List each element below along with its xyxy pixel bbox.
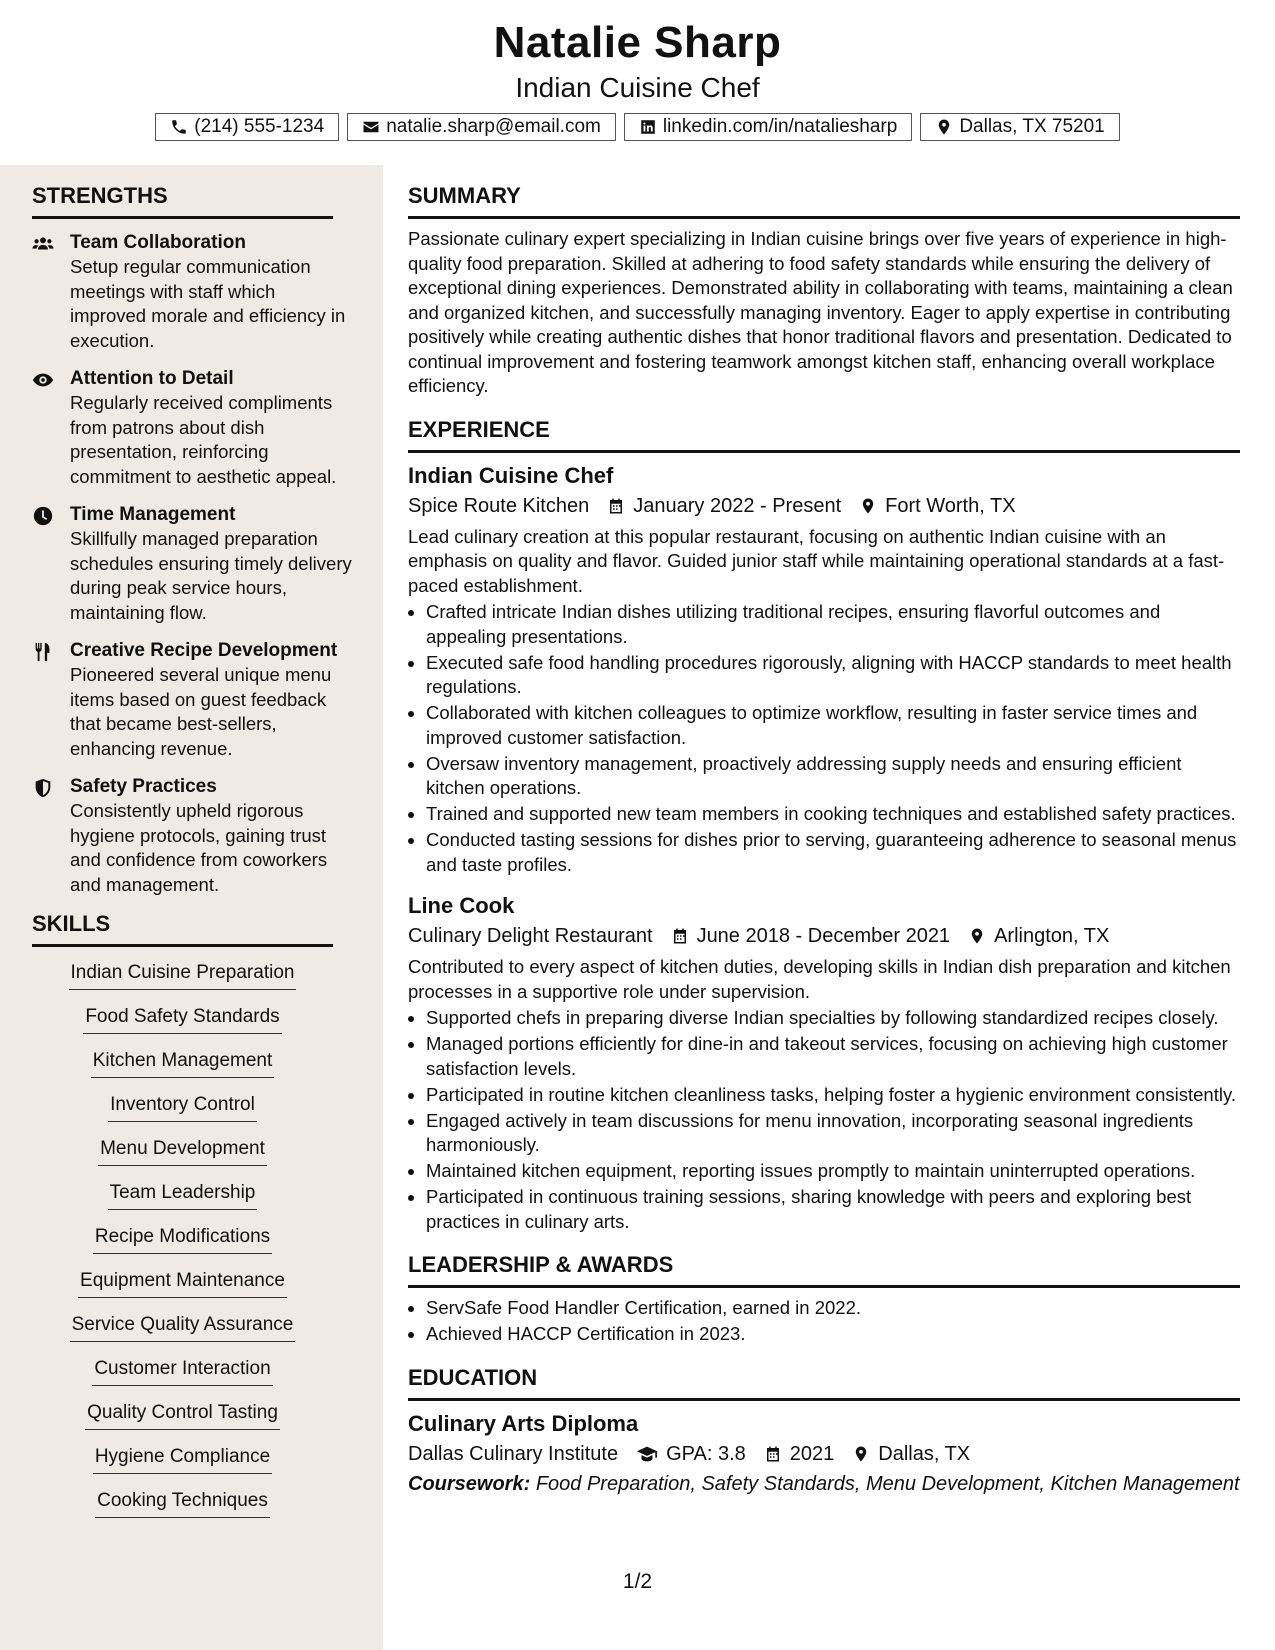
strength-title: Time Management — [70, 504, 236, 525]
job-bullet: • Supported chefs in preparing diverse Indian specialties by following standardized recipes closely. — [426, 1006, 1240, 1031]
skill-item: Menu Development — [98, 1137, 267, 1166]
summary-heading: SUMMARY — [408, 183, 1240, 219]
map-pin-icon — [968, 927, 986, 945]
job-bullet: • Crafted intricate Indian dishes utilizing traditional recipes, ensuring flavorful outcomes and appealing presentations. — [426, 600, 1240, 649]
strength-desc: Setup regular communication meetings with staff which improved morale and efficiency in execution. — [70, 256, 346, 351]
skill-item: Indian Cuisine Preparation — [69, 961, 297, 990]
skill-item: Quality Control Tasting — [85, 1401, 280, 1430]
candidate-title: Indian Cuisine Chef — [515, 72, 760, 103]
skill-item: Hygiene Compliance — [93, 1445, 272, 1474]
awards-heading: LEADERSHIP & AWARDS — [408, 1252, 1240, 1288]
job-location: Fort Worth, TX — [885, 494, 1016, 517]
contact-linkedin-text: linkedin.com/in/nataliesharp — [662, 116, 898, 137]
job-company: Culinary Delight Restaurant — [408, 925, 653, 947]
eye-icon — [32, 369, 54, 391]
job-bullet: • Oversaw inventory management, proactively addressing supply needs and ensuring efficient kitchen operations. — [426, 752, 1240, 801]
job-bullet: • Collaborated with kitchen colleagues to optimize workflow, resulting in faster service times and improved customer satisfaction. — [426, 701, 1240, 750]
skill-item: Food Safety Standards — [83, 1005, 281, 1034]
job-title: Indian Cuisine Chef — [408, 462, 614, 488]
contact-location[interactable] — [920, 113, 1119, 141]
job-bullet: • Trained and supported new team members in cooking techniques and established safety practices. — [426, 802, 1240, 827]
strength-title: Creative Recipe Development — [70, 640, 338, 661]
calendar-icon — [607, 497, 625, 515]
job-bullet: • Participated in continuous training sessions, sharing knowledge with peers and exploring best practices in culinary arts. — [426, 1185, 1240, 1234]
strength-item — [32, 639, 353, 761]
calendar-icon — [764, 1445, 782, 1463]
main-column — [408, 165, 1240, 1499]
job-description: Lead culinary creation at this popular restaurant, focusing on authentic Indian cuisine with an emphasis on quality and flavor. Guided junior staff while maintaining operational standards at a fast-paced establishment. — [408, 525, 1225, 596]
strength-title: Safety Practices — [70, 776, 217, 797]
sidebar — [0, 165, 383, 1650]
education-heading: EDUCATION — [408, 1365, 1240, 1401]
contact-linkedin[interactable] — [624, 113, 912, 141]
coursework — [408, 1469, 1240, 1499]
skill-item: Team Leadership — [108, 1181, 258, 1210]
strength-item — [32, 367, 353, 489]
job-company: Spice Route Kitchen — [408, 494, 590, 517]
job-entry — [408, 891, 1240, 1234]
skills-list — [32, 961, 333, 1533]
awards-list — [408, 1296, 1240, 1347]
strengths-list — [32, 231, 353, 897]
strength-title: Team Collaboration — [70, 232, 246, 253]
clock-icon — [32, 505, 54, 527]
envelope-icon — [362, 118, 380, 136]
strengths-heading: STRENGTHS — [32, 183, 333, 219]
strength-item — [32, 775, 353, 897]
calendar-icon — [671, 927, 689, 945]
job-bullet: • Executed safe food handling procedures rigorously, aligning with HACCP standards to meet health regulations. — [426, 651, 1240, 700]
map-pin-icon — [935, 118, 953, 136]
skill-item: Service Quality Assurance — [70, 1313, 296, 1342]
resume-header — [0, 0, 1275, 160]
skill-item: Cooking Techniques — [95, 1489, 270, 1518]
education-entry — [408, 1409, 1240, 1499]
contact-email-text: natalie.sharp@email.com — [386, 116, 601, 137]
summary-text: Passionate culinary expert specializing in Indian cuisine brings over five years of experience in high-quality food preparation. Skilled at adhering to food safety standards while ensuring the delivery of exceptional dining experiences. Demonstrated ability in collaborating with teams, maintaining a clean and organized kitchen, and successfully managing inventory. Eager to apply expertise in contributing positively while creating authentic dishes that honor traditional flavors and presentation. Dedicated to continual improvement and fostering teamwork amongst kitchen staff, enhancing overall workplace efficiency. — [408, 228, 1233, 396]
job-location: Arlington, TX — [994, 925, 1110, 947]
job-entry — [408, 461, 1240, 878]
job-bullet: • Maintained kitchen equipment, reporting issues promptly to maintain uninterrupted operations. — [426, 1159, 1240, 1184]
skill-item: Inventory Control — [108, 1093, 257, 1122]
map-pin-icon — [859, 497, 877, 515]
education-gpa: GPA: 3.8 — [666, 1442, 746, 1465]
job-description: Contributed to every aspect of kitchen duties, developing skills in Indian dish preparation and kitchen processes in a supportive role under supervision. — [408, 956, 1231, 1002]
users-icon — [32, 233, 54, 255]
job-bullet: • Managed portions efficiently for dine-in and takeout services, focusing on achieving high customer satisfaction levels. — [426, 1032, 1240, 1081]
school-name: Dallas Culinary Institute — [408, 1442, 619, 1465]
job-bullet: • Conducted tasting sessions for dishes prior to serving, guaranteeing adherence to seasonal menus and taste profiles. — [426, 828, 1240, 877]
experience-heading: EXPERIENCE — [408, 417, 1240, 453]
coursework-label: Coursework: — [408, 1472, 531, 1495]
strength-desc: Pioneered several unique menu items based on guest feedback that became best-sellers, enhancing revenue. — [70, 664, 332, 759]
phone-icon — [170, 118, 188, 136]
job-dates: June 2018 - December 2021 — [696, 925, 951, 947]
utensils-icon — [32, 641, 54, 663]
education-location: Dallas, TX — [878, 1442, 971, 1465]
job-title: Line Cook — [408, 893, 515, 918]
job-bullet: • Engaged actively in team discussions for menu innovation, incorporating seasonal ingredients harmoniously. — [426, 1109, 1240, 1158]
strength-item — [32, 503, 353, 625]
strength-desc: Regularly received compliments from patrons about dish presentation, reinforcing commitment to aesthetic appeal. — [70, 392, 337, 487]
skill-item: Customer Interaction — [92, 1357, 272, 1386]
job-dates: January 2022 - Present — [633, 494, 842, 517]
award-item: • ServSafe Food Handler Certification, earned in 2022. — [426, 1296, 1240, 1321]
linkedin-icon — [639, 118, 657, 136]
strength-item — [32, 231, 353, 353]
strength-desc: Skillfully managed preparation schedules ensuring timely delivery during peak service hours, maintaining flow. — [70, 528, 352, 623]
strength-desc: Consistently upheld rigorous hygiene protocols, gaining trust and confidence from coworkers and management. — [70, 800, 328, 895]
education-year: 2021 — [789, 1442, 835, 1465]
map-pin-icon — [852, 1445, 870, 1463]
graduation-cap-icon — [636, 1443, 658, 1465]
skills-heading: SKILLS — [32, 911, 333, 947]
degree-title: Culinary Arts Diploma — [408, 1410, 639, 1436]
contact-phone-text: (214) 555-1234 — [194, 116, 325, 137]
education-meta — [408, 1439, 1240, 1469]
job-meta — [408, 491, 1240, 521]
coursework-text: Food Preparation, Safety Standards, Menu Development, Kitchen Management — [535, 1472, 1240, 1495]
strength-title: Attention to Detail — [70, 368, 234, 389]
skill-item: Equipment Maintenance — [78, 1269, 287, 1298]
contact-bar — [0, 113, 1275, 141]
job-meta — [408, 921, 1240, 951]
contact-email[interactable] — [347, 113, 616, 141]
contact-phone[interactable] — [155, 113, 339, 141]
skill-item: Recipe Modifications — [93, 1225, 272, 1254]
job-bullets — [408, 600, 1240, 877]
contact-location-text: Dallas, TX 75201 — [959, 116, 1105, 137]
skill-item: Kitchen Management — [91, 1049, 275, 1078]
page-number: 1/2 — [622, 1570, 653, 1593]
award-item: • Achieved HACCP Certification in 2023. — [426, 1322, 1240, 1347]
job-bullet: • Participated in routine kitchen cleanliness tasks, helping foster a hygienic environment consistently. — [426, 1083, 1240, 1108]
shield-icon — [32, 777, 54, 799]
candidate-name: Natalie Sharp — [493, 18, 782, 67]
job-bullets — [408, 1006, 1240, 1234]
